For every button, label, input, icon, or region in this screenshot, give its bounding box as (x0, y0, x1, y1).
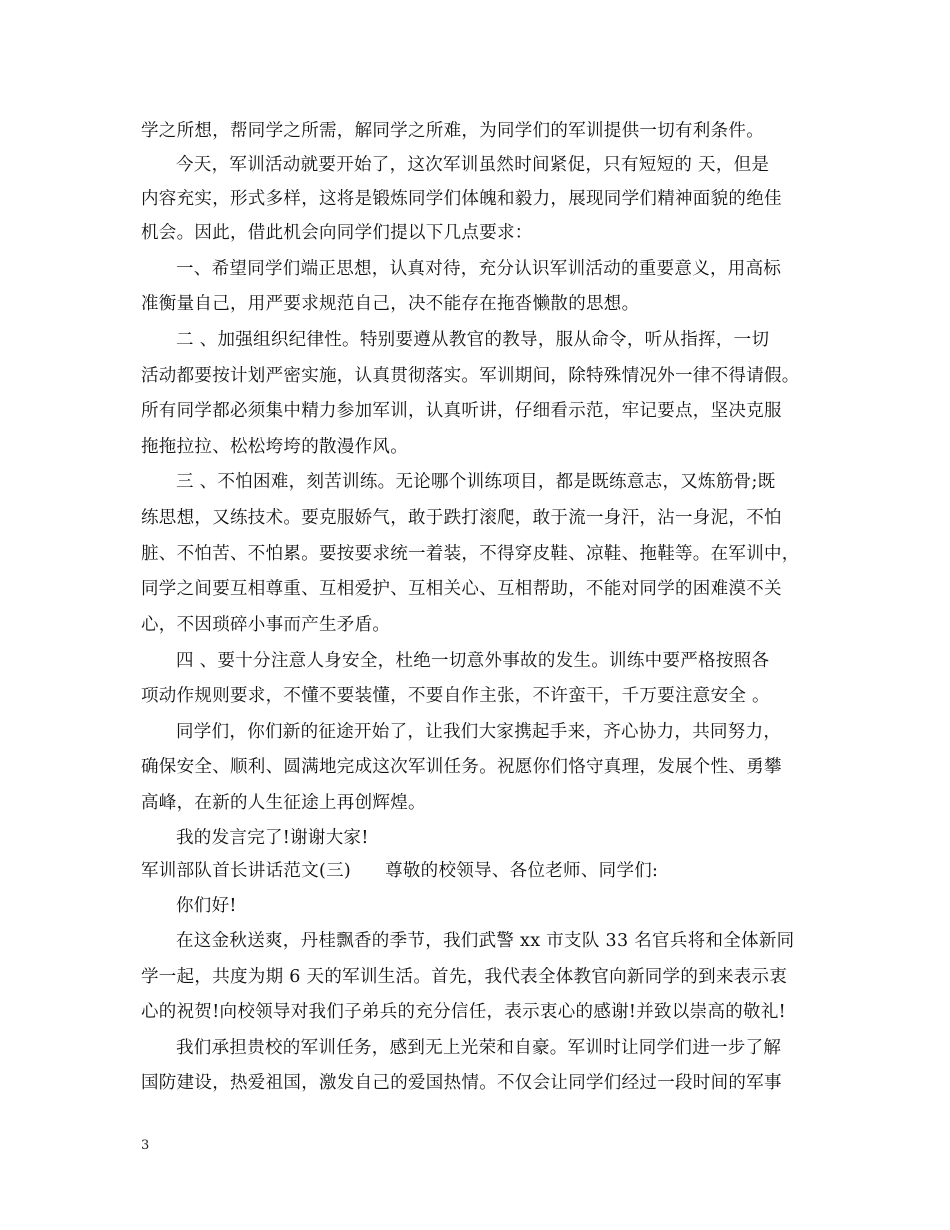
body-text-line: 同学们，你们新的征途开始了，让我们大家携起手来，齐心协力，共同努力， (176, 722, 782, 742)
body-text-line: 所有同学都必须集中精力参加军训，认真听讲，仔细看示范，牢记要点，坚决克服 (141, 401, 782, 421)
body-text-line: 你们好! (176, 896, 237, 916)
body-text-line: 国防建设，热爱祖国，激发自己的爱国热情。不仅会让同学们经过一段时间的军事 (141, 1073, 782, 1093)
body-text-line: 二 、加强组织纪律性。特别要遵从教官的教导，服从命令，听从指挥，一切 (176, 330, 770, 350)
section-title: 军训部队首长讲话范文(三) (141, 861, 352, 881)
salutation: 尊敬的校领导、各位老师、同学们: (385, 861, 659, 881)
body-text-line: 同学之间要互相尊重、互相爱护、互相关心、互相帮助，不能对同学的困难漠不关 (141, 579, 782, 599)
body-text-line: 确保安全、顺利、圆满地完成这次军训任务。祝愿你们恪守真理，发展个性、勇攀 (141, 757, 782, 777)
page-number: 3 (141, 1138, 150, 1153)
body-text-line: 我们承担贵校的军训任务，感到无上光荣和自豪。军训时让同学们进一步了解 (176, 1038, 782, 1058)
body-text-line: 心的祝贺!向校领导对我们子弟兵的充分信任，表示衷心的感谢!并致以崇高的敬礼! (141, 1002, 786, 1022)
body-text-line: 机会。因此，借此机会向同学们提以下几点要求： (141, 223, 533, 243)
body-text-line: 四 、要十分注意人身安全，杜绝一切意外事故的发生。训练中要严格按照各 (176, 651, 770, 671)
body-text-line: 拖拖拉拉、松松垮垮的散漫作风。 (141, 437, 408, 457)
body-text-line: 内容充实，形式多样，这将是锻炼同学们体魄和毅力，展现同学们精神面貌的绝佳 (141, 189, 782, 209)
body-text-line: 练思想，又练技术。要克服娇气，敢于跌打滚爬，敢于流一身汗，沾一身泥，不怕 (141, 508, 782, 528)
body-text-line: 脏、不怕苦、不怕累。要按要求统一着装，不得穿皮鞋、凉鞋、拖鞋等。在军训中， (141, 544, 800, 564)
body-text-line: 我的发言完了!谢谢大家! (176, 828, 369, 848)
body-text-line: 在这金秋送爽，丹桂飘香的季节，我们武警 xx 市支队 33 名官兵将和全体新同 (176, 931, 795, 951)
body-text-line: 准衡量自己，用严要求规范自己，决不能存在拖沓懒散的思想。 (141, 294, 640, 314)
body-text-line: 高峰，在新的人生征途上再创辉煌。 (141, 793, 426, 813)
section-heading-line (141, 859, 841, 883)
body-text-line: 三 、不怕困难，刻苦训练。无论哪个训练项目，都是既练意志，又炼筋骨;既 (176, 472, 776, 492)
body-text-line: 学之所想，帮同学之所需，解同学之所难，为同学们的军训提供一切有利条件。 (141, 121, 764, 141)
body-text-line: 今天，军训活动就要开始了，这次军训虽然时间紧促，只有短短的 天，但是 (176, 155, 770, 175)
body-text-line: 活动都要按计划严密实施，认真贯彻落实。军训期间，除特殊情况外一律不得请假。 (141, 366, 800, 386)
body-text-line: 心，不因琐碎小事而产生矛盾。 (141, 615, 391, 635)
body-text-line: 学一起，共度为期 6 天的军训生活。首先，我代表全体教官向新同学的到来表示衷 (141, 967, 788, 987)
body-text-line: 一、希望同学们端正思想，认真对待，充分认识军训活动的重要意义，用高标 (176, 259, 782, 279)
body-text-line: 项动作规则要求，不懂不要装懂，不要自作主张，不许蛮干，千万要注意安全 。 (141, 686, 770, 706)
